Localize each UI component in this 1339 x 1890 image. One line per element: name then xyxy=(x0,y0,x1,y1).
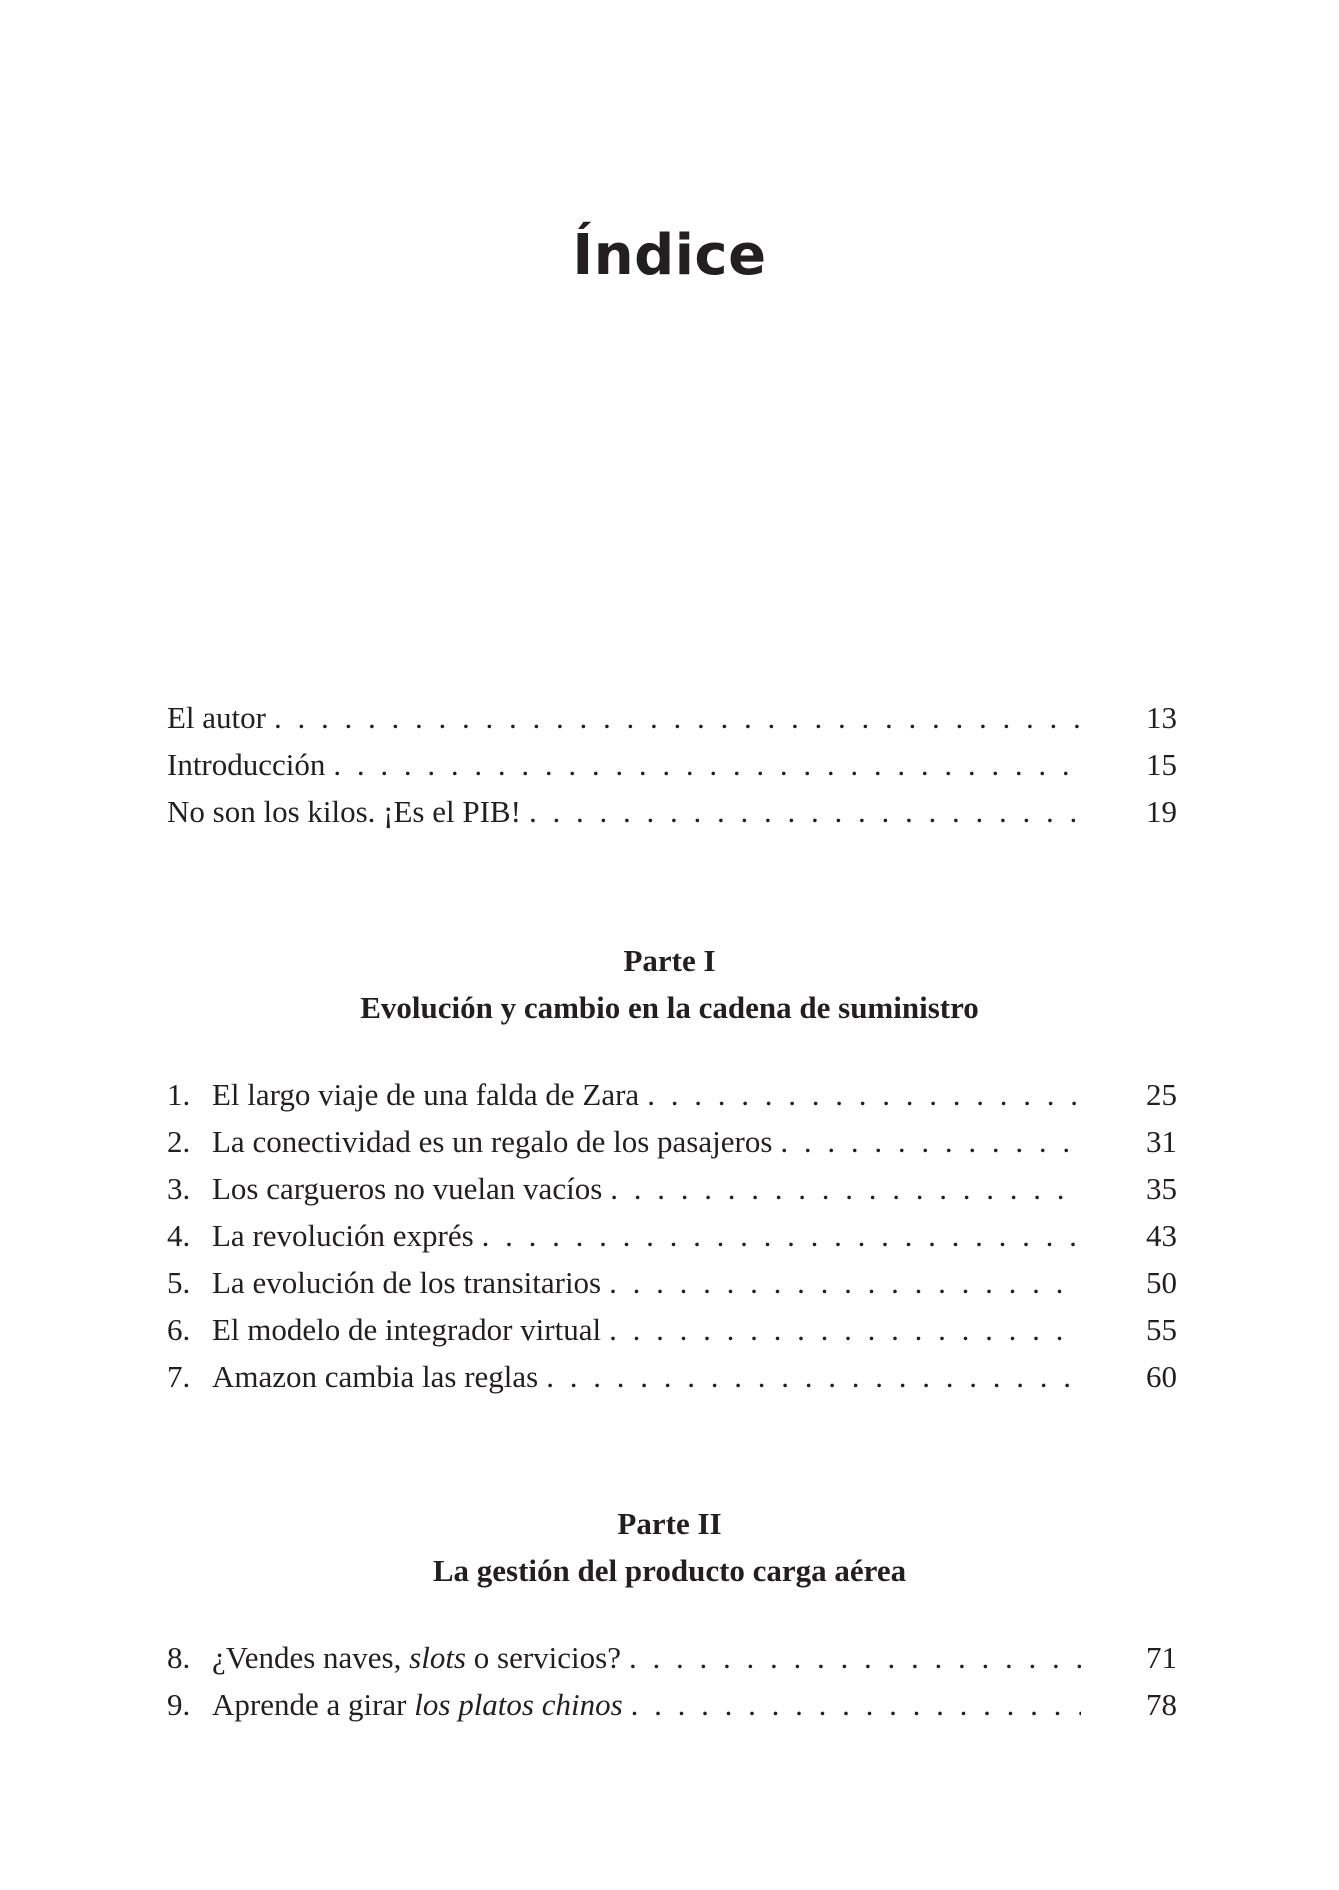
chapter-title: La revolución exprés xyxy=(212,1218,474,1253)
part-1-chapter-list xyxy=(167,1077,1177,1406)
chapter-number: 6. xyxy=(167,1312,191,1347)
toc-entry-label: El autor xyxy=(167,700,266,735)
chapter-title-italic: slots xyxy=(409,1640,466,1675)
toc-page-number: 15 xyxy=(1146,747,1177,782)
chapter-entry[interactable] xyxy=(167,1171,1177,1218)
chapter-title: El modelo de integrador virtual xyxy=(212,1312,602,1347)
dot-leader xyxy=(610,1171,1081,1207)
toc-entry[interactable] xyxy=(167,700,1177,747)
chapter-title-part: ¿Vendes naves, xyxy=(212,1640,410,1675)
chapter-title xyxy=(212,1640,621,1676)
part-2-chapter-list xyxy=(167,1640,1177,1734)
front-matter-list xyxy=(167,700,1177,841)
chapter-title: La evolución de los transitarios xyxy=(212,1265,602,1300)
part-subtitle: Evolución y cambio en la cadena de suministro xyxy=(360,990,979,1025)
part-heading: Parte II xyxy=(617,1506,722,1541)
dot-leader xyxy=(647,1077,1081,1113)
part-heading: Parte I xyxy=(623,943,716,978)
chapter-entry[interactable] xyxy=(167,1124,1177,1171)
toc-page-number: 43 xyxy=(1146,1218,1177,1253)
chapter-entry[interactable] xyxy=(167,1312,1177,1359)
chapter-title: Amazon cambia las reglas xyxy=(212,1359,539,1394)
toc-page-number: 55 xyxy=(1146,1312,1177,1347)
chapter-title-part: Aprende a girar xyxy=(212,1687,415,1722)
chapter-entry[interactable] xyxy=(167,1077,1177,1124)
toc-page-number: 31 xyxy=(1146,1124,1177,1159)
toc-page-number: 78 xyxy=(1146,1687,1177,1722)
toc-page-number: 19 xyxy=(1146,794,1177,829)
chapter-number: 8. xyxy=(167,1640,191,1675)
toc-entry[interactable] xyxy=(167,794,1177,841)
chapter-number: 5. xyxy=(167,1265,191,1300)
dot-leader xyxy=(274,700,1081,736)
toc-entry[interactable] xyxy=(167,747,1177,794)
chapter-number: 2. xyxy=(167,1124,191,1159)
dot-leader xyxy=(631,1687,1081,1723)
dot-leader xyxy=(609,1265,1081,1301)
dot-leader xyxy=(780,1124,1081,1160)
chapter-number: 7. xyxy=(167,1359,191,1394)
toc-page-number: 35 xyxy=(1146,1171,1177,1206)
chapter-title-italic: los platos chinos xyxy=(414,1687,623,1722)
dot-leader xyxy=(629,1640,1081,1676)
toc-entry-label: No son los kilos. ¡Es el PIB! xyxy=(167,794,521,829)
toc-page-number: 60 xyxy=(1146,1359,1177,1394)
chapter-entry[interactable] xyxy=(167,1218,1177,1265)
page-title: Índice xyxy=(572,223,767,288)
chapter-title: El largo viaje de una falda de Zara xyxy=(212,1077,640,1112)
toc-page-number: 71 xyxy=(1146,1640,1177,1675)
chapter-number: 4. xyxy=(167,1218,191,1253)
chapter-title-part: o servicios? xyxy=(466,1640,621,1675)
toc-page-number: 25 xyxy=(1146,1077,1177,1112)
dot-leader xyxy=(333,747,1081,783)
dot-leader xyxy=(609,1312,1081,1348)
chapter-title xyxy=(212,1687,623,1723)
chapter-number: 3. xyxy=(167,1171,191,1206)
dot-leader xyxy=(546,1359,1081,1395)
chapter-number: 9. xyxy=(167,1687,191,1722)
chapter-title: Los cargueros no vuelan vacíos xyxy=(212,1171,603,1206)
dot-leader xyxy=(482,1218,1081,1254)
part-subtitle: La gestión del producto carga aérea xyxy=(432,1553,907,1588)
toc-page-number: 13 xyxy=(1146,700,1177,735)
chapter-title: La conectividad es un regalo de los pasajeros xyxy=(212,1124,773,1159)
chapter-entry[interactable] xyxy=(167,1265,1177,1312)
chapter-entry[interactable] xyxy=(167,1640,1177,1687)
toc-entry-label: Introducción xyxy=(167,747,326,782)
toc-page-number: 50 xyxy=(1146,1265,1177,1300)
chapter-number: 1. xyxy=(167,1077,191,1112)
dot-leader xyxy=(529,794,1081,830)
chapter-entry[interactable] xyxy=(167,1687,1177,1734)
chapter-entry[interactable] xyxy=(167,1359,1177,1406)
